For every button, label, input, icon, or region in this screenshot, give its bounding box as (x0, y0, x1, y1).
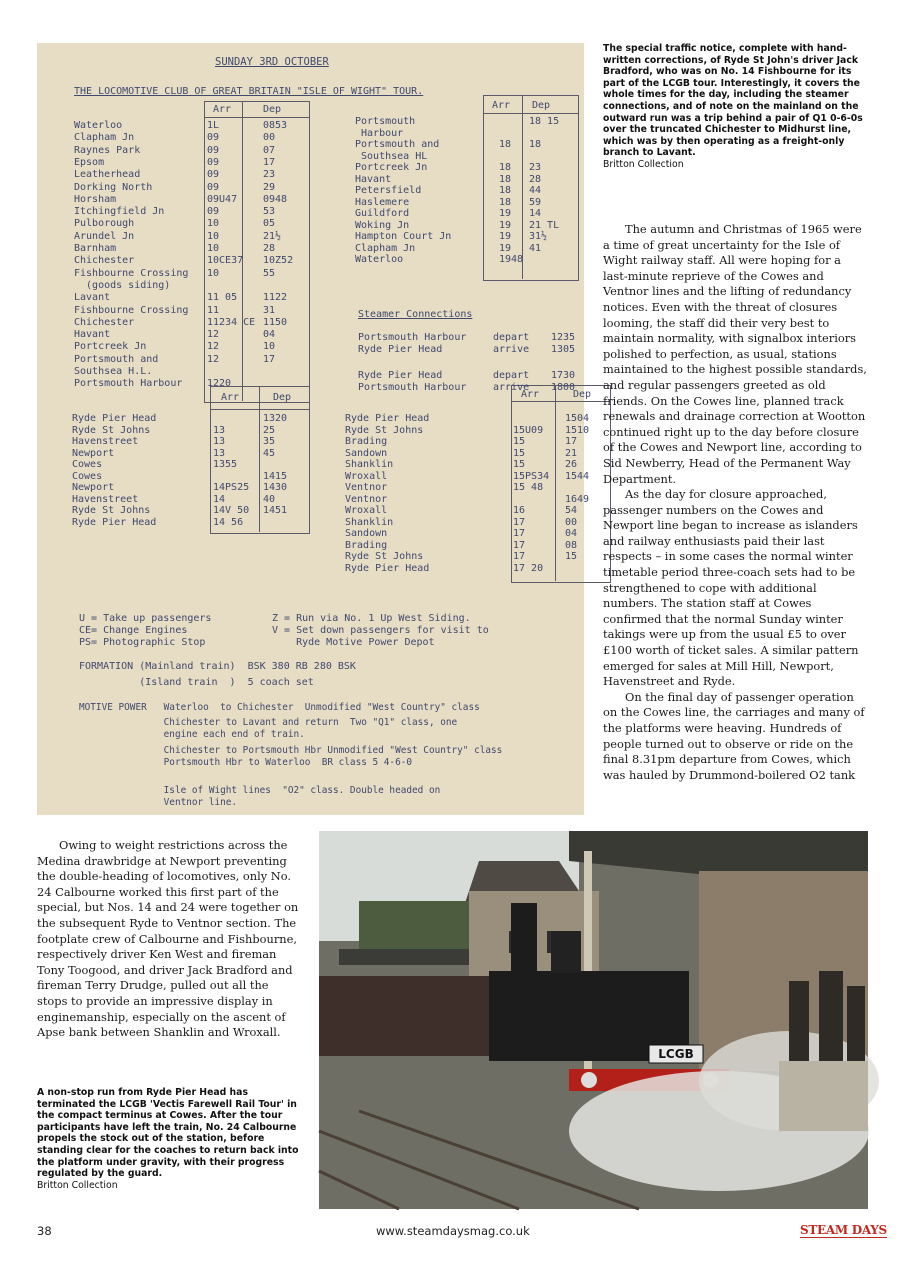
right-paragraph-1: The autumn and Christmas of 1965 were a time of great uncertainty for the Isle of Wight railway staff. All were hoping for a last-minute reprieve of the Cowes and Ventnor lines and the lifting of redundancy notices. Even with the threat of closures looming, the staff did their very best to maintain normality, with signalbox interiors polished to perfection, as usual, stations maintained to the highest possible standards, and regular passengers greeted as old friends. On the Cowes line, planned track renewals and drainage correction at Wootton continued right up to the day before closure of the Cowes and Newport line, according to Sid Newberry, Head of the Permanent Way Department. (603, 222, 867, 486)
t4-cell: 16 (513, 505, 526, 516)
t4-cell: 1504 (565, 413, 590, 424)
motive-line-6: Isle of Wight lines "O2" class. Double headed on (79, 785, 441, 796)
formation-line-2: (Island train ) 5 coach set (79, 677, 314, 688)
t1-cell: 09 (207, 206, 220, 218)
t1-cell: Pulborough (74, 218, 135, 230)
t3-cell: Ryde St Johns (72, 424, 151, 436)
table1-col-dep: Dep (263, 104, 282, 115)
st-cell: Ryde Pier Head (358, 344, 443, 355)
t2-cell: 18 (529, 139, 542, 150)
t4-cell: 26 (565, 459, 578, 470)
carriages (319, 976, 509, 1056)
t2-cell: 18 (499, 139, 512, 150)
platform-edge (779, 1061, 868, 1131)
t1-cell: 09U47 (207, 193, 238, 205)
t2-cell: 19 (499, 231, 512, 242)
t1-cell: 28 (263, 243, 276, 254)
t1-cell: Chichester (74, 255, 135, 267)
traffic-notice-scan (37, 43, 592, 815)
t2-cell: 18 (499, 185, 512, 196)
t3-cell: 40 (263, 493, 276, 505)
t2-cell: 14 (529, 208, 542, 219)
t2-cell: Waterloo (355, 254, 404, 265)
t1-cell: Raynes Park (74, 144, 141, 156)
t2-cell: 18 (499, 196, 512, 208)
table2-col-dep: Dep (532, 100, 551, 111)
t4-cell: 04 (565, 528, 578, 539)
t4-cell: 21 (565, 447, 578, 459)
t3-cell: Cowes (72, 459, 103, 470)
t3-cell: 1430 (263, 482, 288, 493)
t1-cell: 0853 (263, 120, 288, 131)
st-cell: 1800 (551, 382, 576, 393)
cowes-station-photo (319, 831, 868, 1209)
t1-cell: Itchingfield Jn (74, 206, 165, 218)
t1-cell: 10 (207, 230, 220, 242)
t1-cell: 05 (263, 218, 276, 230)
t1-cell: 17 (263, 156, 276, 168)
t4-cell: 17 (513, 528, 526, 539)
t4-cell: 15U09 (513, 424, 544, 436)
t2-cell: 19 (499, 242, 512, 254)
notice-title: THE LOCOMOTIVE CLUB OF GREAT BRITAIN "ISLE OF WIGHT" TOUR. (74, 86, 424, 97)
t4-cell: 15 (513, 459, 526, 470)
right-paragraph-3: On the final day of passenger operation on the Cowes line, the carriages and many of the platforms were heaving. Hundreds of people turned out to observe or ride on the final 8.31pm departure from Cowes, which was hauled by Drummond-boilered O2 tank (603, 689, 865, 782)
st-cell: Portsmouth Harbour (358, 382, 467, 393)
st-cell: 1730 (551, 370, 576, 381)
footbridge (339, 949, 469, 965)
t4-cell: Wroxall (345, 505, 388, 516)
t1-cell: Epsom (74, 156, 105, 168)
legend-line-6: Ryde Motive Power Depot (272, 637, 435, 648)
t2-cell: 18 (499, 162, 512, 173)
steamer-heading: Steamer Connections (358, 309, 473, 320)
t4-cell: Wroxall (345, 470, 388, 482)
t3-cell: 1320 (263, 413, 288, 424)
t4-cell: Shanklin (345, 516, 394, 528)
t1-cell: Arundel Jn (74, 230, 135, 242)
t1-cell: Chichester (74, 316, 135, 328)
t4-cell: Brading (345, 539, 388, 551)
t3-cell: 1355 (213, 459, 238, 470)
page-number: 38 (37, 1224, 52, 1238)
loco-buffer (581, 1072, 597, 1088)
st-cell: depart (493, 332, 530, 343)
headboard-text: LCGB (658, 1047, 694, 1061)
t3-cell: 35 (263, 436, 276, 447)
t1-cell: 10 (207, 243, 220, 254)
t4-cell: Shanklin (345, 459, 394, 470)
motive-line-1: MOTIVE POWER Waterloo to Chichester Unmodified "West Country" class (79, 702, 480, 713)
t1-cell: Barnham (74, 243, 117, 254)
t3-cell: 14V 50 (213, 505, 250, 516)
t4-cell: 00 (565, 516, 578, 528)
t4-cell: 15 (513, 447, 526, 459)
t2-cell: 19 (499, 208, 512, 219)
t1-cell: 1L (207, 120, 220, 131)
t3-cell: 1451 (263, 505, 288, 516)
t1-cell: Fishbourne Crossing (74, 267, 189, 279)
t1-cell: 10Z52 (263, 255, 294, 267)
st-cell: depart (493, 370, 530, 381)
t1-cell: Southsea H.L. (74, 366, 153, 377)
t1-cell: Lavant (74, 292, 111, 304)
t4-cell: 1510 (565, 424, 590, 436)
t4-cell: 15 (513, 436, 526, 447)
t4-cell: 15PS34 (513, 470, 550, 482)
t4-cell: Ventnor (345, 482, 388, 493)
website-url[interactable]: www.steamdaysmag.co.uk (376, 1224, 530, 1238)
motive-line-7: Ventnor line. (79, 797, 238, 808)
t1-cell: 17 (263, 353, 276, 365)
t4-cell: Brading (345, 436, 388, 447)
t1-cell: Havant (74, 329, 111, 341)
t2-cell: 28 (529, 173, 542, 185)
t1-cell: 12 (207, 341, 220, 353)
t1-cell: Fishbourne Crossing (74, 304, 189, 316)
t1-cell: (goods siding) (74, 279, 171, 291)
t3-cell: Havenstreet (72, 493, 139, 505)
t4-cell: Ryde St Johns (345, 551, 424, 562)
t3-cell: Ryde Pier Head (72, 516, 157, 528)
st-cell: Portsmouth Harbour (358, 332, 467, 343)
left-paragraph: Owing to weight restrictions across the Medina drawbridge at Newport preventing the double-heading of locomotives, only No. 24 Calbourne worked this first part of the special, but Nos. 14 and 24 were together on the subsequent Ryde to Ventnor section. The footplate crew of Calbourne and Fishbourne, respectively driver Ken West and fireman Tony Toogood, and driver Jack Bradford and fireman Terry Drudge, pulled out all the stops to provide an impressive display in enginemanship, especially on the ascent of Apse bank between Shanklin and Wroxall. (37, 838, 299, 1040)
t1-cell: 10 (207, 218, 220, 230)
t1-cell: 09 (207, 169, 220, 181)
t1-cell: 1220 (207, 378, 232, 390)
t2-cell: Woking Jn (355, 219, 410, 231)
right-column-body (603, 222, 868, 783)
notice-heading: SUNDAY 3RD OCTOBER (215, 56, 329, 68)
table2-col-arr: Arr (492, 100, 511, 111)
st-cell: arrive (493, 382, 530, 393)
t4-cell: Sandown (345, 528, 388, 539)
t3-cell: 45 (263, 447, 276, 459)
t3-cell: 1415 (263, 470, 288, 482)
t1-cell: 23 (263, 169, 276, 181)
t2-cell: Hampton Court Jn (355, 231, 452, 242)
notice-caption-text: The special traffic notice, complete with hand-written corrections, of Ryde St John's driver Jack Bradford, who was on No. 14 Fishbourne for its part of the LCGB tour. Interestingly, it covers the whole times for the day, including the steamer connections, and of note on the mainland on the outward run was a trip behind a pair of Q1 0-6-0s over the truncated Chichester to Midhurst line, which was by then operating as a freight-only branch to Lavant. (603, 43, 863, 159)
t1-cell: 1122 (263, 292, 288, 304)
t1-cell: 55 (263, 267, 276, 279)
legend-line-4: V = Set down passengers for visit to (272, 625, 489, 636)
t1-cell: 1150 (263, 316, 288, 328)
right-paragraph-2: As the day for closure approached, passenger numbers on the Cowes and Newport line began to increase as islanders and railway enthusiasts paid their last respects – in some cases the normal winter timetable period three-coach sets had to be strengthened to cope with additional numbers. The station staff at Cowes confirmed that the normal Sunday winter takings were up from the usual £5 to over £100 worth of ticket sales. A similar pattern emerged for sales at Mill Hill, Newport, Havenstreet and Ryde. (603, 487, 859, 689)
motive-line-5: Portsmouth Hbr to Waterloo BR class 5 4-6-0 (79, 757, 413, 768)
t1-cell: 07 (263, 144, 276, 156)
t1-cell: 29 (263, 181, 276, 193)
t4-cell: Ryde Pier Head (345, 562, 430, 574)
photo-caption-text: A non-stop run from Ryde Pier Head has terminated the LCGB 'Vectis Farewell Rail Tour' in the compact terminus at Cowes. After the tour participants have left the train, No. 24 Calbourne propels the stock out of the station, before standing clear for the coaches to return back into the platform under gravity, with their progress regulated by the guard. (37, 1087, 299, 1180)
t2-cell: 44 (529, 185, 542, 196)
t1-cell: Waterloo (74, 120, 123, 131)
legend-line-5: PS= Photographic Stop (79, 637, 206, 648)
t2-cell: Haslemere (355, 196, 410, 208)
t1-cell: 11234 CE (207, 316, 256, 328)
t1-cell: 11 05 (207, 292, 238, 304)
t1-cell: 10 (263, 341, 276, 353)
legend-line-3: CE= Change Engines (79, 625, 188, 636)
t3-cell: 25 (263, 424, 276, 436)
table3-col-arr: Arr (221, 392, 240, 403)
left-column-body (37, 838, 299, 1041)
t4-cell: Ryde Pier Head (345, 413, 430, 424)
t2-cell: 19 (499, 219, 512, 231)
t2-cell: 1948 (499, 254, 524, 265)
t1-cell: 09 (207, 156, 220, 168)
notice-caption-credit: Britton Collection (603, 158, 684, 170)
t1-cell: 31 (263, 304, 276, 316)
t2-cell: Harbour (355, 127, 404, 139)
t1-cell: 21½ (263, 230, 282, 242)
t1-cell: 10CE37 (207, 255, 244, 267)
t4-cell: 17 (565, 436, 578, 447)
t2-cell: Petersfield (355, 185, 422, 196)
t3-cell: 13 (213, 424, 226, 436)
t3-cell: Newport (72, 482, 115, 493)
t1-cell: 09 (207, 181, 220, 193)
t2-cell: Southsea HL (355, 150, 428, 162)
table3-col-dep: Dep (273, 392, 292, 403)
t3-cell: Newport (72, 447, 115, 459)
t4-cell: 17 (513, 551, 526, 562)
t4-cell: 08 (565, 539, 578, 551)
t2-cell: Havant (355, 173, 392, 185)
t1-cell: 00 (263, 132, 276, 144)
t4-cell: Ryde St Johns (345, 424, 424, 436)
t1-cell: 09 (207, 132, 220, 144)
t1-cell: 09 (207, 144, 220, 156)
t2-cell: 18 15 (529, 116, 560, 127)
t2-cell: 41 (529, 242, 542, 254)
formation-line-1: FORMATION (Mainland train) BSK 380 RB 280 BSK (79, 661, 356, 672)
t1-cell: 0948 (263, 193, 288, 205)
st-cell: 1305 (551, 344, 576, 355)
photo-illustration (319, 831, 868, 1209)
t1-cell: Horsham (74, 193, 117, 205)
t1-cell: 53 (263, 206, 276, 218)
table4-col-dep: Dep (573, 389, 592, 400)
t2-cell: 31½ (529, 231, 548, 242)
st-cell: 1235 (551, 332, 576, 343)
t3-cell: Cowes (72, 470, 103, 482)
t1-cell: Portcreek Jn (74, 341, 147, 353)
t4-cell: 17 (513, 516, 526, 528)
t3-cell: 14 56 (213, 516, 244, 528)
t2-cell: Portsmouth (355, 116, 416, 127)
t1-cell: Portsmouth Harbour (74, 378, 183, 390)
t2-cell: 21 TL (529, 219, 560, 231)
table1-col-arr: Arr (213, 104, 232, 115)
table1-frame (204, 101, 310, 403)
legend-line-2: Z = Run via No. 1 Up West Siding. (272, 613, 471, 624)
photo-caption (37, 1087, 302, 1191)
motive-line-3: engine each end of train. (79, 729, 305, 740)
t4-cell: 1649 (565, 493, 590, 505)
motive-line-4: Chichester to Portsmouth Hbr Unmodified "West Country" class (79, 745, 503, 756)
t3-cell: Ryde St Johns (72, 505, 151, 516)
table4-col-arr: Arr (521, 389, 540, 400)
t1-cell: 10 (207, 267, 220, 279)
t4-cell: Sandown (345, 447, 388, 459)
loco-dome (551, 931, 581, 973)
t3-cell: Ryde Pier Head (72, 413, 157, 424)
t3-cell: Havenstreet (72, 436, 139, 447)
t2-cell: Clapham Jn (355, 242, 416, 254)
loco-chimney (511, 903, 537, 973)
t1-cell: Leatherhead (74, 169, 141, 181)
t1-cell: 04 (263, 329, 276, 341)
motive-line-2: Chichester to Lavant and return Two "Q1" class, one (79, 717, 458, 728)
t3-cell: 13 (213, 436, 226, 447)
photo-caption-credit: Britton Collection (37, 1179, 118, 1191)
t1-cell: 12 (207, 353, 220, 365)
notice-caption (603, 43, 868, 171)
t4-cell: 54 (565, 505, 578, 516)
t1-cell: 11 (207, 304, 220, 316)
t3-cell: 13 (213, 447, 226, 459)
t1-cell: 12 (207, 329, 220, 341)
t3-cell: 14 (213, 493, 226, 505)
t1-cell: Portsmouth and (74, 353, 159, 365)
t4-cell: 1544 (565, 470, 590, 482)
t3-cell: 14PS25 (213, 482, 250, 493)
t2-cell: Portsmouth and (355, 139, 440, 150)
t4-cell: 17 (513, 539, 526, 551)
t1-cell: Dorking North (74, 181, 153, 193)
t1-cell: Clapham Jn (74, 132, 135, 144)
t2-cell: Portcreek Jn (355, 162, 428, 173)
st-cell: Ryde Pier Head (358, 370, 443, 381)
t2-cell: Guildford (355, 208, 410, 219)
magazine-logo: STEAM DAYS (800, 1223, 887, 1237)
t4-cell: 15 (565, 551, 578, 562)
t4-cell: 15 48 (513, 482, 544, 493)
t2-cell: 59 (529, 196, 542, 208)
t4-cell: Ventnor (345, 493, 388, 505)
legend-line-1: U = Take up passengers (79, 613, 212, 624)
st-cell: arrive (493, 344, 530, 355)
t2-cell: 23 (529, 162, 542, 173)
t4-cell: 17 20 (513, 562, 544, 574)
t2-cell: 18 (499, 173, 512, 185)
